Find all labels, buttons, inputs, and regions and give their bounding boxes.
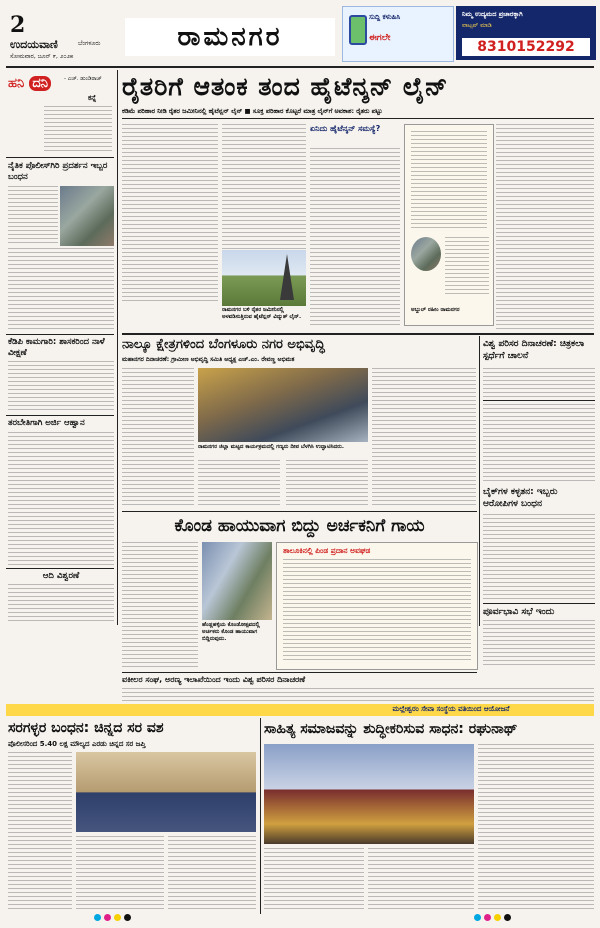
mid-subhead: ಮಹಾನಗರ ದಿನಾಚರಣೆ: ಗ್ರಾಮೀಣ ಅಭಿವೃದ್ಧಿ ಸಮಿತಿ ಅಧ್ಯಕ್ಷ ಎಚ್.ಎಂ. ರೇವಣ್ಣ ಅಭಿಮತ (122, 356, 295, 363)
right-story-2-title: ಬೈಕ್‌ಗಳ ಕಳ್ಳತನ: ಇಬ್ಬರು ಆರೋಪಿಗಳ ಬಂಧನ (483, 487, 558, 509)
bottom-vrule (260, 718, 261, 914)
left-column-vrule (117, 70, 118, 625)
left-story-4-text (8, 584, 114, 622)
right-story-3-title: ಪೂರ್ವಭಾವಿ ಸಭೆ ಇಂದು (483, 607, 555, 617)
left-divider-2 (6, 334, 114, 335)
city: ಬೆಂಗಳೂರು (78, 40, 101, 47)
lower-box-text (283, 559, 471, 663)
left-story-3-text (8, 432, 114, 566)
lead-photo (222, 250, 306, 306)
hanidani-logo (8, 72, 51, 91)
bottom-right-headline: ಸಾಹಿತ್ಯ ಸಮಾಜವನ್ನು ಶುದ್ಧೀಕರಿಸುವ ಸಾಧನ: ರಘುನಾಥ್ (264, 721, 518, 737)
bottom-left-text-3 (168, 836, 256, 910)
right-story-3-text (483, 620, 595, 666)
yellow-dot-2 (494, 914, 501, 921)
bottom-left-text-2 (76, 836, 164, 910)
cyan-dot (94, 914, 101, 921)
left-story-2-text (8, 361, 114, 413)
lower-text-col-1 (122, 542, 198, 670)
lead-headline: ರೈತರಿಗೆ ಆತಂಕ ತಂದ ಹೈಟೆನ್ಶನ್ ಲೈನ್ (122, 72, 449, 101)
bottom-right-text-1 (264, 848, 364, 910)
lead-sub-rule (122, 118, 594, 119)
left-divider-4 (6, 568, 114, 569)
left-story-2-title: ಕೆಡಿಪಿ ಕಾಮಗಾರಿ: ಶಾಸಕರಿಂದ ನಾಳೆ ವೀಕ್ಷಣೆ (8, 337, 105, 358)
right-story-2-text (483, 514, 595, 600)
bottom-banner (6, 704, 594, 716)
phone-icon (349, 15, 367, 45)
lead-quote-box (404, 124, 494, 326)
left-divider-1 (6, 157, 114, 158)
bottom-left-photo (76, 752, 256, 832)
magenta-dot-2 (484, 914, 491, 921)
masthead-divider (6, 66, 594, 68)
black-dot (124, 914, 131, 921)
lower-strip-text (122, 688, 594, 702)
quote-portrait (411, 237, 441, 271)
bottom-right-text-2 (368, 848, 474, 910)
yellow-dot (114, 914, 121, 921)
right-story-1-text-b (483, 404, 595, 482)
pylon-icon (280, 254, 294, 300)
left-story-1-photo (60, 186, 114, 246)
column-author: - ಎಚ್. ಡುಂಡಿರಾಜ್ (64, 76, 102, 82)
registration-marks (94, 914, 514, 922)
lead-text-col-2 (222, 124, 306, 250)
strip-rule (122, 672, 477, 673)
masthead (0, 0, 600, 66)
left-story-1-text (8, 186, 58, 246)
advert-news-line2: ಈಗಲೇ (369, 33, 391, 43)
lower-photo-caption: ಹೆಂಡ್ಲಹಳ್ಳಿಯ ಕೊಂಡೋತ್ಸವದಲ್ಲಿ ಅರ್ಚಕರು ಕೊಂಡ ಹಾಯುವಾಗ ಬಿದ್ದಿರುವುದು. (202, 622, 260, 642)
advert-phone-number: 8310152292 (462, 38, 590, 56)
lead-bottom-rule (122, 333, 594, 335)
lead-box-title: ಏನಿದು ಹೈಟೆನ್ಶನ್ ಸಮಸ್ಯೆ? (310, 124, 381, 133)
bottom-left-headline: ಸರಗಳ್ಳರ ಬಂಧನ: ಚಿನ್ನದ ಸರ ವಶ (8, 720, 164, 736)
cyan-dot-2 (474, 914, 481, 921)
bottom-right-photo (264, 744, 474, 844)
advert-news (342, 6, 454, 62)
hanidani-brand-a: ಹನಿ (8, 76, 25, 91)
advert-business (456, 6, 596, 60)
paper-name: ಉದಯವಾಣಿ (10, 38, 58, 51)
right-divider-2 (483, 603, 595, 604)
mid-photo (198, 368, 368, 442)
column-hanidani (6, 72, 114, 156)
hanidani-brand-b: ದನಿ (29, 76, 51, 91)
lead-quote-text-b (445, 237, 489, 297)
right-story-1-title: ವಿಶ್ವ ಪರಿಸರ ದಿನಾಚರಣೆ: ಚಿತ್ರಕಲಾ ಸ್ಪರ್ಧೆಗೆ ಚಾಲನೆ (483, 339, 585, 361)
right-story-1-text (483, 368, 595, 398)
lead-text-col-1 (122, 124, 218, 304)
advert-news-line1: ಸುದ್ದಿ ಕಳುಹಿಸಿ (369, 13, 401, 21)
lead-subhead: ಕಡಿಮೆ ಪರಿಹಾರ ನೀಡಿ ರೈತರ ಜಮೀನಿನಲ್ಲಿ ಹೈಟೆನ್ಷನ್ ಲೈನ್ ■ ಸೂಕ್ತ ಪರಿಹಾರ ಕೊಟ್ಟರೆ ಮಾತ್ರ ಲೈನ್‌ಗೆ ಅವಕಾಶ: ರೈತರು ಪಟ್ಟು (122, 107, 383, 115)
lead-text-col-5 (496, 124, 594, 330)
section-title: ರಾಮನಗರ (125, 18, 335, 56)
quote-byline: ಅಬ್ದುಲ್ ರಹೀಂ ರಾಮನಗರ (411, 307, 460, 313)
mid-headline: ನಾಲ್ಕೂ ಕ್ಷೇತ್ರಗಳಿಂದ ಬೆಂಗಳೂರು ನಗರ ಅಭಿವೃದ್ಧಿ (122, 337, 325, 352)
lower-headline: ಕೊಂಡ ಹಾಯುವಾಗ ಬಿದ್ದು ಅರ್ಚಕನಿಗೆ ಗಾಯ (174, 516, 425, 536)
poem-text (44, 106, 112, 152)
left-story-3-title: ತರಬೇತಿಗಾಗಿ ಅರ್ಜಿ ಆಹ್ವಾನ (8, 418, 85, 428)
magenta-dot (104, 914, 111, 921)
bottom-left-subhead: ಪೊಲೀಸರಿಂದ 5.40 ಲಕ್ಷ ಮೌಲ್ಯದ ಎರಡು ಚಿನ್ನದ ಸರ ಜಪ್ತಿ (8, 740, 146, 748)
right-divider-1 (483, 400, 595, 401)
left-story-1-title: ನೈತಿಕ ಪೊಲೀಸ್‌ಗಿರಿ ಪ್ರದರ್ಶನ ಇಬ್ಬರ ಬಂಧನ (8, 161, 108, 182)
lead-box-text (310, 148, 400, 328)
bottom-left-text-1 (8, 752, 72, 910)
mid-text-col-4 (372, 368, 476, 508)
lead-photo-caption: ರಾಮನಗರ ಬಳಿ ರೈತರ ಜಮೀನಿನಲ್ಲಿ ಅಳವಡಿಸುತ್ತಿರುವ ಹೈಟೆನ್ಷನ್ ವಿದ್ಯುತ್ ಲೈನ್. (222, 307, 302, 320)
poem-title: ಕನ್ನೆ (88, 94, 97, 102)
page-number: 2 (10, 12, 26, 38)
mid-text-col-3 (286, 460, 368, 508)
bottom-banner-text: ಮಲ್ಲೇಶ್ವರಂ ಸೇವಾ ಸಂಸ್ಥೆಯ ವತಿಯಿಂದ ಆಯೋಜನೆ (392, 705, 510, 713)
bottom-right-text-3 (478, 744, 594, 910)
left-story-4-title: ಆದಿ ವಿಶ್ವರಣೆ (42, 571, 80, 581)
lower-photo (202, 542, 272, 620)
advert-business-title: ನಿಮ್ಮ ಉದ್ಯಮದ ಪ್ರಚಾರಕ್ಕಾಗಿ (462, 10, 523, 18)
lower-box-title: ತಾಲೂಕಿನಲ್ಲಿ ಪಿಂಡ ಪ್ರದಾನ ಅವಘಡ (283, 546, 371, 555)
lead-quote-text (411, 131, 487, 231)
mid-text-col-2 (198, 460, 280, 508)
mid-bottom-rule (122, 511, 477, 512)
mid-photo-caption: ರಾಮನಗರ ಜಿಲ್ಲಾ ಮಟ್ಟದ ಕಾರ್ಯಕ್ರಮದಲ್ಲಿ ಗಣ್ಯರು ದೀಪ ಬೆಳಗಿಸಿ ಉದ್ಘಾಟಿಸಿದರು. (198, 444, 344, 450)
mid-right-vrule (479, 336, 480, 626)
date: ಸೋಮವಾರ, ಜೂನ್ ೯, ೨೦೨೫ (10, 53, 74, 60)
left-story-1-text-b (8, 248, 114, 332)
lower-box (276, 542, 478, 670)
left-divider-3 (6, 415, 114, 416)
advert-business-sub: ವಾಟ್ಸಪ್ ಮಾಡಿ (462, 22, 492, 29)
lower-strip: ವಕೀಲರ ಸಂಘ, ಅರಣ್ಯ ಇಲಾಖೆಯಿಂದ ಇಂದು ವಿಶ್ವ ಪರಿಸರ ದಿನಾಚರಣೆ (122, 675, 306, 684)
black-dot-2 (504, 914, 511, 921)
mid-text-col-1 (122, 368, 194, 508)
